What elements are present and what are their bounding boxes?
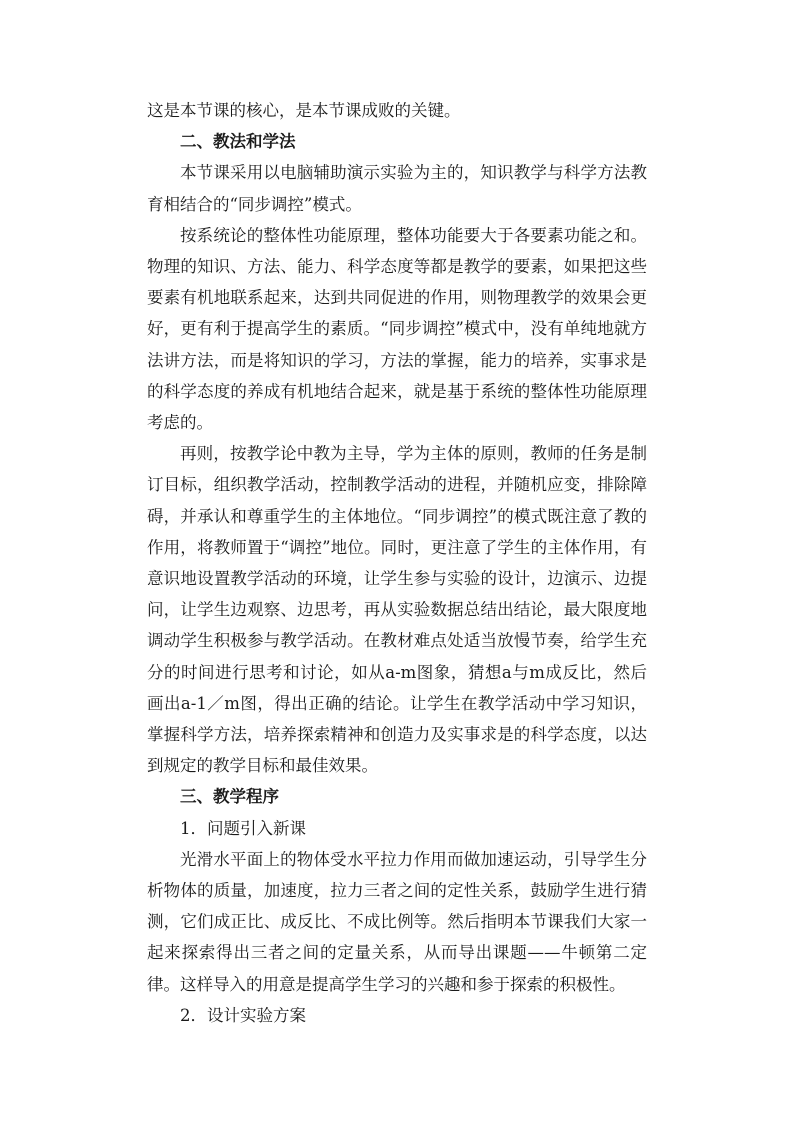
paragraph-synchronous-control-mode: 本节课采用以电脑辅助演示实验为主的，知识教学与科学方法教育相结合的“同步调控”模式。 xyxy=(147,163,647,214)
paragraph-intro-continuation: 这是本节课的核心，是本节课成败的关键。 xyxy=(147,101,461,120)
paragraph-lesson-introduction: 光滑水平面上的物体受水平拉力作用而做加速运动，引导学生分析物体的质量，加速度，拉力三者之间的定性关系，鼓励学生进行猜测，它们成正比、成反比、不成比例等。然后指明本节课我们大家一起来探索得出三者之间的定量关系，从而导出课题——牛顿第二定律。这样导入的用意是提高学生学习的兴趣和参于探索的积极性。 xyxy=(147,849,647,994)
paragraph-system-theory: 按系统论的整体性功能原理，整体功能要大于各要素功能之和。物理的知识、方法、能力、科学态度等都是教学的要素，如果把这些要素有机地联系起来，达到共同促进的作用，则物理教学的效果会更好，更有利于提高学生的素质。“同步调控”模式中，没有单纯地就方法讲方法，而是将知识的学习，方法的掌握，能力的培养，实事求是的科学态度的养成有机地结合起来，就是基于系统的整体性功能原理考虑的。 xyxy=(147,225,647,433)
paragraph-teaching-theory: 再则，按教学论中教为主导，学为主体的原则，教师的任务是制订目标，组织教学活动，控制教学活动的进程，并随机应变，排除障碍，并承认和尊重学生的主体地位。“同步调控”的模式既注意了教的作用，将教师置于“调控”地位。同时，更注意了学生的主体作用，有意识地设置教学活动的环境，让学生参与实验的设计，边演示、边提问，让学生边观察、边思考，再从实验数据总结出结论，最大限度地调动学生积极参与教学活动。在教材难点处适当放慢节奏，给学生充分的时间进行思考和讨论，如从a-m图象，猜想a与m成反比，然后画出a-1／m图，得出正确的结论。让学生在教学活动中学习知识，掌握科学方法，培养探索精神和创造力及实事求是的科学态度，以达到规定的教学目标和最佳效果。 xyxy=(147,444,647,776)
document-body xyxy=(147,95,647,1031)
section-heading-teaching-procedure: 三、教学程序 xyxy=(180,787,279,807)
subheading-introduce-new-lesson: 1．问题引入新课 xyxy=(180,818,306,838)
subheading-design-experiment: 2．设计实验方案 xyxy=(180,1005,306,1025)
section-heading-teaching-methods: 二、教法和学法 xyxy=(180,132,296,152)
